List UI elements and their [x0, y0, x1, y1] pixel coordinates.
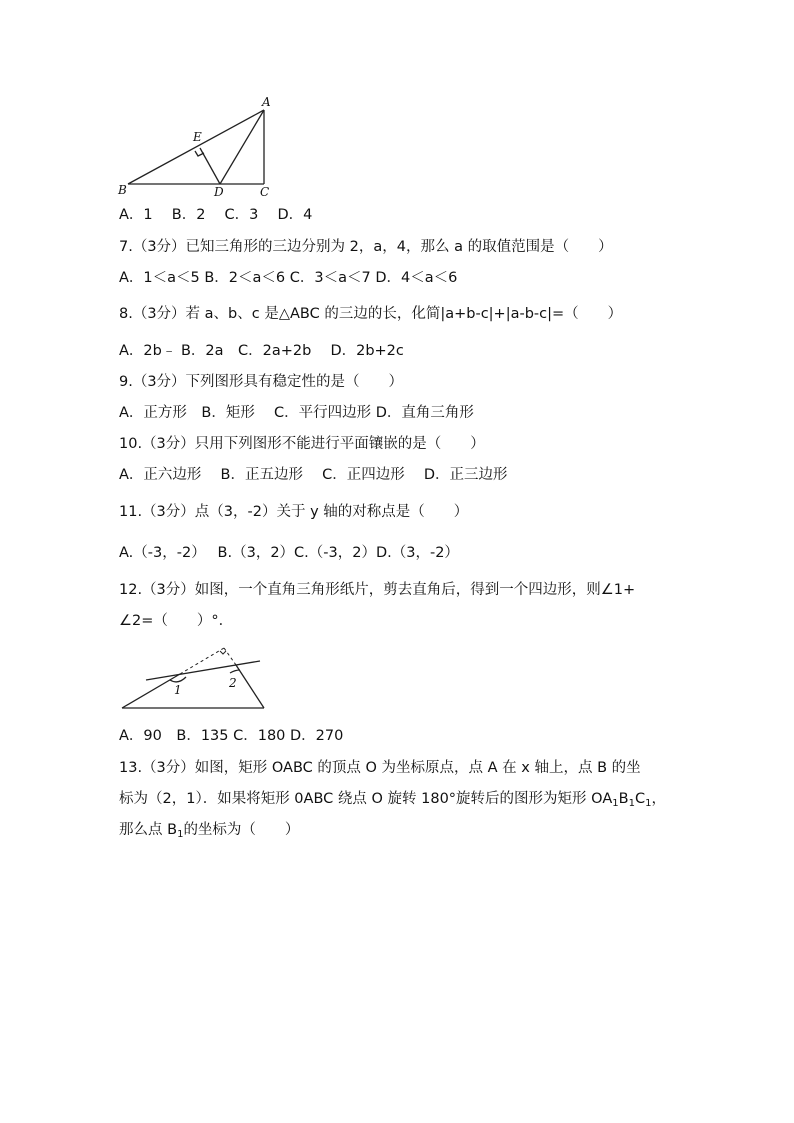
q13-line3-part-b: 的坐标为（ ）: [183, 822, 300, 838]
label-d: D: [214, 185, 224, 199]
q7-options: A．1＜a＜5 B．2＜a＜6 C．3＜a＜7 D．4＜a＜6: [119, 270, 458, 286]
label-c: C: [260, 185, 270, 199]
q13-sub-b1-point: 1: [177, 829, 184, 840]
q10-options: A．正六边形 B．正五边形 C．正四边形 D．正三边形: [119, 467, 508, 483]
q13-sub-a1: 1: [612, 798, 619, 809]
angle-2-arc: [230, 670, 240, 673]
angle-label-2: 2: [229, 676, 237, 690]
q13-line2-part-c: B: [618, 791, 629, 807]
q13-sub-b1: 1: [628, 798, 635, 809]
q13-line3: [119, 820, 299, 845]
segment-ab: [128, 110, 264, 184]
q13-line2-part-d: C: [634, 791, 646, 807]
q9-options: A．正方形 B．矩形 C．平行四边形 D．直角三角形: [119, 405, 474, 421]
triangle-right-side: [236, 665, 264, 708]
cut-line: [146, 661, 260, 680]
figure-cut-triangle: [114, 640, 274, 716]
q9-stem: 9.（3分）下列图形具有稳定性的是（ ）: [119, 374, 404, 390]
q13-sub-c1: 1: [645, 798, 652, 809]
label-a: A: [262, 95, 271, 109]
removed-right-edge: [224, 648, 236, 665]
q10-stem: 10.（3分）只用下列图形不能进行平面镶嵌的是（ ）: [119, 436, 485, 452]
q7-stem: 7.（3分）已知三角形的三边分别为 2，a，4，那么 a 的取值范围是（ ）: [119, 239, 613, 255]
q13-line2-part-e: ，: [651, 791, 666, 807]
q11-options: A.（-3，-2） B.（3，2）C.（-3，2）D.（3，-2）: [119, 545, 459, 561]
segment-ad: [220, 110, 264, 184]
q12-options: A．90 B．135 C．180 D．270: [119, 728, 344, 744]
q11-stem: 11.（3分）点（3，-2）关于 y 轴的对称点是（ ）: [119, 504, 469, 520]
q12-stem-line2: ∠2=（ ）°．: [119, 613, 234, 629]
label-b: B: [118, 183, 127, 197]
q13-line2: [119, 789, 666, 814]
label-e: E: [193, 130, 202, 144]
q12-stem-line1: 12.（3分）如图，一个直角三角形纸片，剪去直角后，得到一个四边形，则∠1+: [119, 582, 636, 598]
angle-label-1: 1: [174, 683, 182, 697]
removed-right-angle-mark: [220, 651, 226, 654]
q13-line2-part-a: 标为（2，1）．如果将矩形 0ABC 绕点 O 旋转 180: [119, 791, 449, 807]
q13-line2-part-b: °旋转后的图形为矩形 OA: [448, 791, 613, 807]
q13-line1: 13.（3分）如图，矩形 OABC 的顶点 O 为坐标原点，点 A 在 x 轴上，点 B 的坐: [119, 760, 641, 776]
q6-options: A．1 B．2 C．3 D．4: [119, 207, 313, 223]
figure-triangle-abc: [114, 94, 284, 202]
q8-stem: 8.（3分）若 a、b、c 是△ABC 的三边的长，化简|a+b-c|+|a-b-c|=（ ）: [119, 306, 623, 322]
q13-line3-part-a: 那么点 B: [119, 822, 178, 838]
q8-options: A．2b﹣ B．2a C．2a+2b D．2b+2c: [119, 343, 404, 359]
